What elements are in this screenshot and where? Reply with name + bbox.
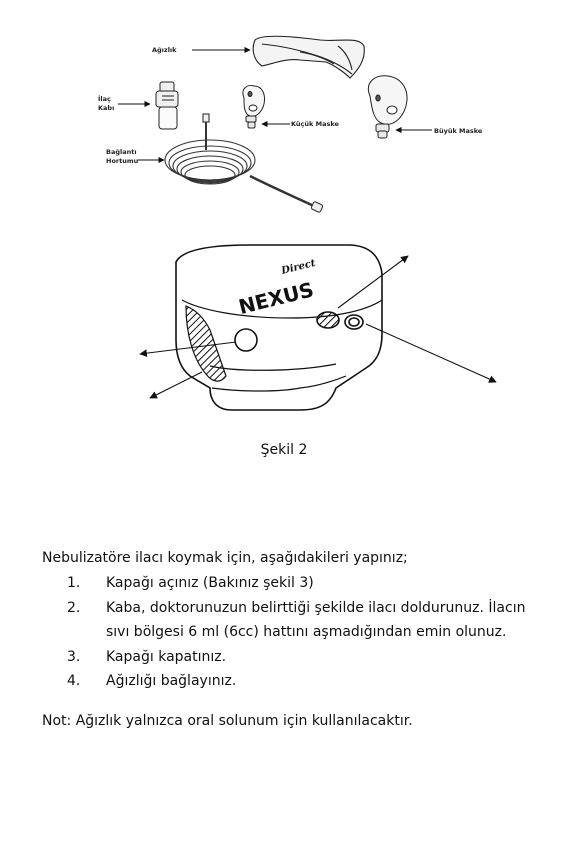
step-text: Kapağı açınız (Bakınız şekil 3) <box>106 575 314 591</box>
brand-direct-logotype: Direct <box>280 257 317 277</box>
step-number: 2. <box>67 599 81 616</box>
mouthpiece-illustration <box>253 36 364 78</box>
step-text: Kaba, doktorunuzun belirttiği şekilde ilacı doldurunuz. İlacın sıvı bölgesi 6 ml (6cc) hattını aşmadığından emin olunuz. <box>106 599 526 640</box>
usage-note: Not: Ağızlık yalnızca oral solunum için kullanılacaktır. <box>42 713 413 729</box>
nebulizer-unit-illustration <box>176 245 382 410</box>
large-mask-label: Büyük Maske <box>434 127 483 135</box>
step-text: Kapağı kapatınız. <box>106 648 227 665</box>
medicine-cup-label-line1: İlaç <box>98 95 111 103</box>
step-text: Ağızlığı bağlayınız. <box>106 673 237 689</box>
brand-nexus-logotype: NEXUS <box>236 277 317 320</box>
instruction-step <box>42 645 532 670</box>
medicine-cup-illustration <box>156 82 178 129</box>
medicine-cup-label-line2: Kabı <box>98 104 115 112</box>
instruction-step <box>42 596 532 645</box>
instruction-step <box>42 669 532 694</box>
tubing-label-line1: Bağlantı <box>106 148 137 156</box>
mouthpiece-label: Ağızlık <box>152 46 177 54</box>
figure-caption: Şekil 2 <box>260 442 308 458</box>
step-number: 1. <box>67 575 81 591</box>
small-mask-illustration <box>243 86 265 129</box>
tubing-label-line2: Hortumu <box>106 157 139 165</box>
step-number: 4. <box>67 673 81 689</box>
instruction-step <box>42 571 532 596</box>
step-number: 3. <box>67 648 81 665</box>
instructions-intro: Nebulizatöre ilacı koymak için, aşağıdakileri yapınız; <box>42 550 408 566</box>
large-mask-illustration <box>368 76 407 138</box>
instruction-steps <box>42 571 532 694</box>
small-mask-label: Küçük Maske <box>291 120 339 128</box>
tubing-coil-illustration <box>165 114 323 213</box>
